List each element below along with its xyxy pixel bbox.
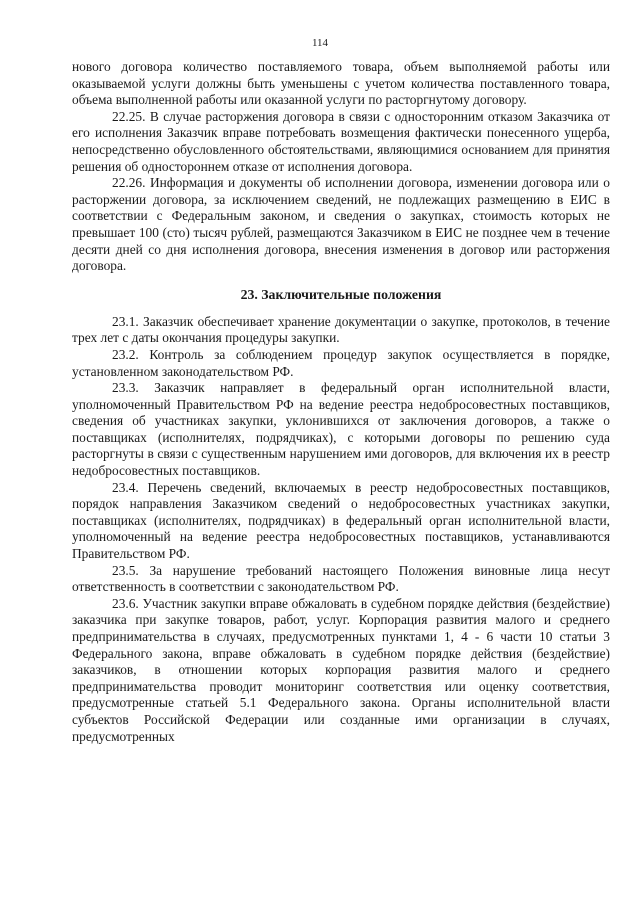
paragraph-23-3: 23.3. Заказчик направляет в федеральный орган исполнительной власти, уполномоченный Правительством РФ на ведение реестра недобросовестных поставщиков, сведения об участниках закупки, уклонившихся от заключения договоров, а также о поставщиках (исполнителях, подрядчиках), с которыми договоры по решению суда расторгнуты в связи с существенным нарушением ими договоров, для включения их в реестр недобросовестных поставщиков.: [72, 380, 610, 479]
paragraph-23-1: 23.1. Заказчик обеспечивает хранение документации о закупке, протоколов, в течение трех лет с даты окончания процедуры закупки.: [72, 313, 610, 346]
paragraph-23-2: 23.2. Контроль за соблюдением процедур закупок осуществляется в порядке, установленном законодательством РФ.: [72, 346, 610, 379]
paragraph-23-5: 23.5. За нарушение требований настоящего Положения виновные лица несут ответственность в соответствии с законодательством РФ.: [72, 562, 610, 595]
paragraph-23-6: 23.6. Участник закупки вправе обжаловать в судебном порядке действия (бездействие) заказчика при закупке товаров, работ, услуг. Корпорация развития малого и среднего предпринимательства в случаях, предусмотренных пунктами 1, 4 - 6 части 10 статьи 3 Федерального закона, вправе обжаловать в судебном порядке действия (бездействие) заказчиков, в отношении которых корпорация развития малого и среднего предпринимательства проводит мониторинг соответствия или оценку соответствия, предусмотренные статьей 5.1 Федерального закона. Органы исполнительной власти субъектов Российской Федерации или созданные ими организации в случаях, предусмотренных: [72, 595, 610, 744]
document-body: [72, 59, 610, 745]
page-number: 114: [311, 37, 329, 49]
paragraph-22-25: 22.25. В случае расторжения договора в связи с односторонним отказом Заказчика от его исполнения Заказчик вправе потребовать возмещения фактически понесенного ущерба, непосредственно обусловленного обстоятельствами, являющимися основанием для принятия решения об одностороннем отказе от исполнения договора.: [72, 108, 610, 174]
paragraph-continuation: нового договора количество поставляемого товара, объем выполняемой работы или оказываемой услуги должны быть уменьшены с учетом количества поставленного товара, объема выполненной работы или оказанной услуги по расторгнутому договору.: [72, 59, 610, 108]
section-heading: 23. Заключительные положения: [240, 286, 442, 302]
paragraph-23-4: 23.4. Перечень сведений, включаемых в реестр недобросовестных поставщиков, порядок направления Заказчиком сведений о недобросовестных участниках закупки, поставщиках (исполнителях, подрядчиках) в федеральный орган исполнительной власти, уполномоченный на ведение реестра недобросовестных поставщиков, устанавливаются Правительством РФ.: [72, 479, 610, 562]
paragraph-22-26: 22.26. Информация и документы об исполнении договора, изменении договора или о расторжении договора, за исключением сведений, не подлежащих размещению в ЕИС в соответствии с Федеральным законом, и сведения о закупках, стоимость которых не превышает 100 (сто) тысяч рублей, размещаются Заказчиком в ЕИС не позднее чем в течение десяти дней со дня исполнения договора, внесения изменения в договор или расторжения договора.: [72, 175, 610, 274]
